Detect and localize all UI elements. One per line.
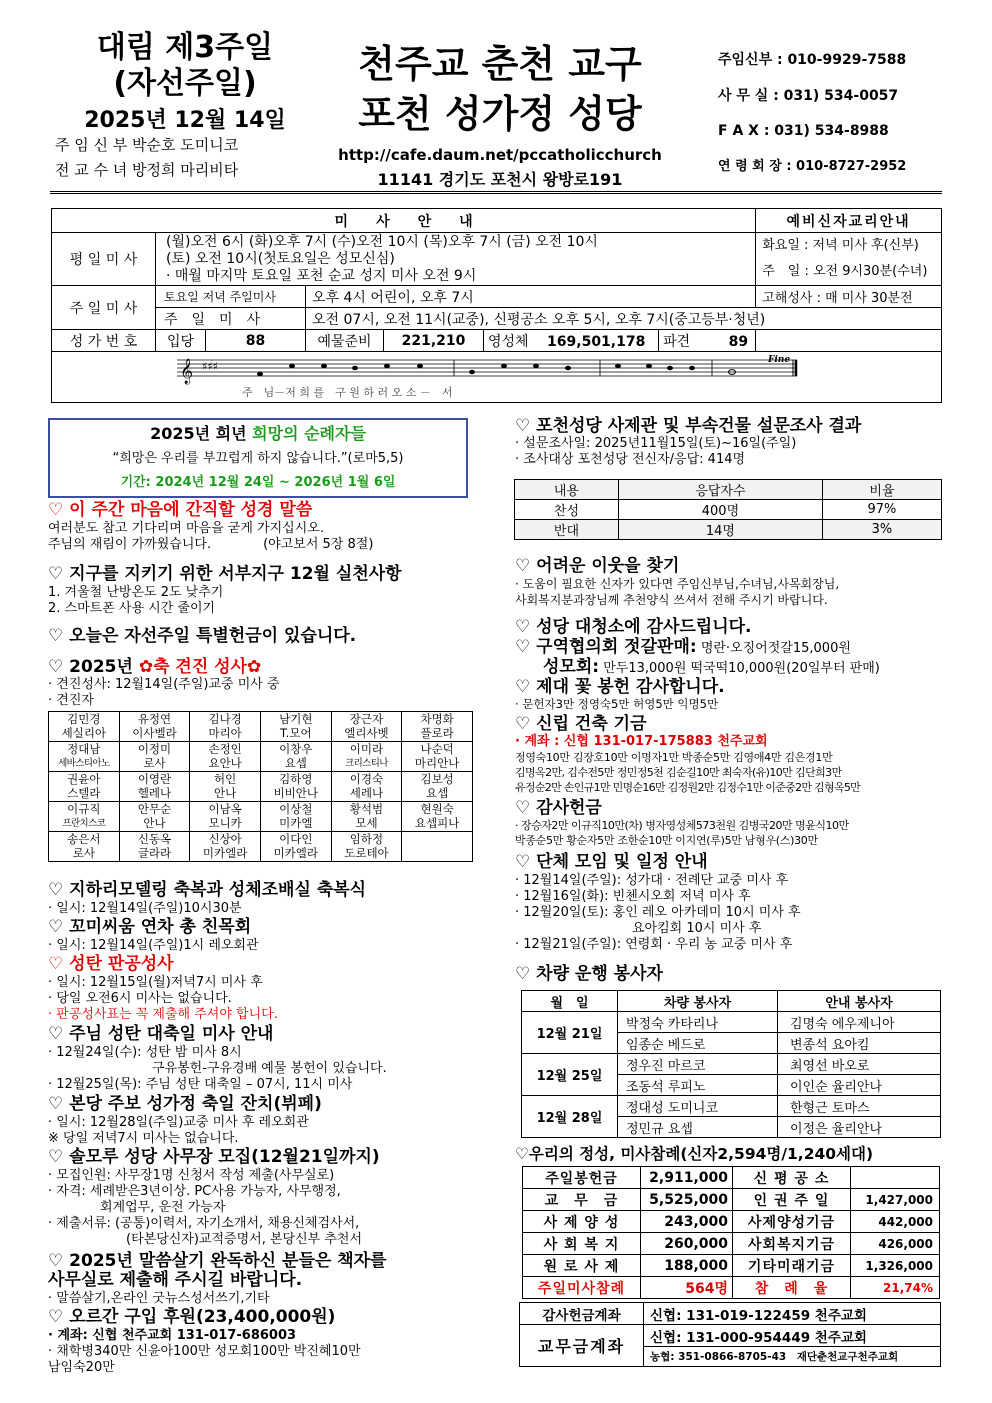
confirm-saint-name: 로사: [143, 755, 166, 770]
word-line-1: 여러분도 참고 기다리며 마음을 굳게 가지십시오.: [48, 521, 324, 536]
remodel-title: ♡ 지하리모델링 축복과 성체조배실 축복식: [48, 880, 367, 900]
confirm-name-cell: [49, 742, 120, 772]
confirm-name: 이상철: [279, 802, 313, 816]
confirm-line-1: · 견진성사: 12월14일(주일)교중 미사 중: [48, 677, 280, 692]
group-line-5: · 12월21일(주일): 연령회 · 우리 농 교중 미사 후: [515, 937, 793, 952]
confirm-name-cell: [331, 712, 402, 742]
sun-label: 주 일 미 사: [156, 308, 306, 330]
confirm-name-cell: [331, 772, 402, 802]
catechism-title: 예비신자교리안내: [756, 209, 942, 233]
recruit-line-3: 회계업무, 운전 가능자: [48, 1200, 226, 1215]
xmas-mass-line-1: · 12월24일(수): 성탄 밤 미사 8시: [48, 1045, 242, 1060]
bible-line-1: · 말씀살기,온라인 굿뉴스성서쓰기,기타: [48, 1291, 270, 1306]
recruit-line-1: · 모집인원: 사무장1명 신청서 작성 제출(사무실로): [48, 1168, 335, 1183]
word-line-2: 주님의 재림이 가까웠습니다. (야고보서 5장 8절): [48, 537, 374, 552]
confirm-name-cell: [402, 832, 473, 862]
hymn-score: [52, 352, 941, 402]
confirm-name-cell: [190, 742, 261, 772]
xmas-mass-line-2: 구유봉헌-구유경배 예물 봉헌이 있습니다.: [48, 1061, 387, 1076]
score-fine: Fine: [768, 355, 791, 365]
sale-title-rest: 명란·오징어젓갈15,000원: [696, 641, 851, 656]
organ-line-2: 남임숙20만: [48, 1360, 115, 1375]
recruit-title: ♡ 솔모루 성당 사무장 모집(12월21일까지): [48, 1147, 380, 1167]
acc-thanks-label: 감사헌금계좌: [520, 1303, 644, 1325]
confirm-saint-name: 요셉: [284, 755, 307, 770]
confirm-title-hl: ✿축 견진 성사✿: [138, 657, 262, 677]
earth-title: ♡ 지구를 지키기 위한 서부지구 12월 실천사항: [48, 564, 402, 584]
confirm-name-cell: [331, 802, 402, 832]
survey-agree-count: 400명: [618, 500, 822, 520]
kkomi-title: ♡ 꼬미씨움 연차 총 친목회: [48, 917, 252, 937]
confirm-name-cell: [190, 712, 261, 742]
confirm-saint-name: 이사벨라: [132, 725, 177, 740]
finance-table: [522, 1166, 940, 1299]
sale-title: [515, 637, 851, 659]
score-notes: [257, 364, 736, 376]
xmas-conf-red: · 판공성사표는 꼭 제출해 주셔야 합니다.: [48, 1007, 278, 1022]
confirm-saint-name: 크리스티나: [345, 757, 388, 769]
confirm-name: 나순덕: [420, 742, 454, 756]
finance-title: ♡우리의 정성, 미사참례(신자2,594명/1,240세대): [515, 1145, 874, 1163]
thanks-line-1: · 장승자2만 이규직10만(차) 병자영성체573천원 김병국20만 명윤식10만: [515, 819, 849, 832]
flower-line-1: · 문헌자3만 정영숙5만 허영5만 익명5만: [515, 697, 719, 711]
organ-line-1: · 채학병340만 신윤아100만 성모회100만 박진혜10만: [48, 1344, 361, 1359]
sun-value: 오전 07시, 오전 11시(교중), 신평공소 오후 5시, 오후 7시(중고등부·청년): [306, 308, 942, 330]
confirm-name: 이경숙: [349, 772, 384, 786]
hymn-label: 성 가 번 호: [52, 330, 156, 352]
vehicle-driver: 박정숙 카타리나: [618, 1012, 778, 1033]
xmas-conf-line-1: · 일시: 12월15일(월)저녁7시 미사 후: [48, 975, 263, 990]
confirm-name-cell: [119, 802, 190, 832]
confirm-saint-name: 스텔라: [67, 785, 101, 800]
jubilee-title: [50, 423, 466, 445]
vehicle-driver: 정민규 요셉: [618, 1117, 778, 1138]
vehicle-date: 12월 21일: [522, 1012, 618, 1054]
hymn-entrance-label: 입당: [156, 330, 206, 352]
finance-label: 주일봉헌금: [523, 1167, 641, 1189]
remodel-line-1: · 일시: 12월14일(주일)10시30분: [48, 901, 242, 916]
survey-h-ratio: 비율: [822, 480, 941, 500]
xmas-mass-title: ♡ 주님 성탄 대축일 미사 안내: [48, 1024, 274, 1044]
acc-due-value-1: 신협: 131-000-954449 천주교회: [644, 1325, 941, 1347]
clean-title: ♡ 성당 대청소에 감사드립니다.: [515, 617, 752, 637]
church-name-2: 포천 성가정 성당: [358, 92, 642, 136]
survey-table: [514, 479, 942, 540]
mass-title: 미 사 안 내: [52, 209, 756, 233]
word-title: ♡ 이 주간 마음에 간직할 성경 말씀: [48, 500, 313, 520]
confirm-saint-name: 도로테아: [344, 845, 389, 860]
confirm-saint-name: 안나: [143, 815, 166, 830]
confirm-saint-name: 마리안나: [414, 755, 460, 770]
earth-line-1: 1. 겨울철 난방온도 2도 낮추기: [48, 585, 224, 600]
vehicle-date: 12월 25일: [522, 1054, 618, 1096]
confirm-name: 권윤아: [67, 772, 101, 786]
finance-label-2: 사회복지기금: [733, 1233, 851, 1255]
organ-title: ♡ 오르간 구입 후원(23,400,000원): [48, 1307, 336, 1327]
mass-table: [51, 208, 942, 403]
church-name-1: 천주교 춘천 교구: [358, 42, 642, 86]
hymn-offertory-num: 221,210: [384, 330, 484, 352]
recruit-line-4: · 제출서류: (공통)이력서, 자기소개서, 채용신체검사서,: [48, 1216, 360, 1231]
contact-funeral: 연 령 회 장 : 010-8727-2952: [718, 159, 907, 174]
nun-name: 전 교 수 녀 방정희 마리비타: [55, 161, 239, 179]
hymn-communion: [484, 330, 659, 352]
confirm-name-cell: [260, 712, 331, 742]
finance-label-2: 인 권 주 일: [733, 1189, 851, 1211]
confirm-name-cell: [119, 742, 190, 772]
confirm-saint-name: 비비안나: [273, 785, 319, 800]
confession-info: 고해성사 : 매 미사 30분전: [756, 286, 942, 308]
group-title: ♡ 단체 모임 및 일정 안내: [515, 852, 708, 872]
confirm-name-cell: [260, 802, 331, 832]
acc-thanks-value: 신협: 131-019-122459 천주교회: [644, 1303, 941, 1325]
confirm-saint-name: 세레나: [349, 785, 384, 800]
weekday-line-3: · 매월 마지막 토요일 포천 순교 성지 미사 오전 9시: [166, 267, 477, 284]
confirm-saint-name: 마리아: [208, 725, 242, 740]
confirm-saint-name: 모니카: [208, 815, 242, 830]
feast-title: ♡ 본당 주보 성가정 축일 잔치(뷔페): [48, 1094, 322, 1114]
confirm-name: 남기현: [279, 712, 313, 726]
finance-amount: 243,000: [641, 1211, 733, 1233]
hymn-offertory-label: 예물준비: [306, 330, 384, 352]
finance-amount: 564명: [641, 1277, 733, 1299]
group-line-2: · 12월16일(화): 빈첸시오회 저녁 미사 후: [515, 889, 751, 904]
build-line-1: 정영숙10만 김장호10만 이명자1만 박종순5만 김영애4만 김은경1만: [515, 751, 833, 764]
week-subtitle: (자선주일): [113, 66, 257, 101]
finance-label: 주일미사참례: [523, 1277, 641, 1299]
recruit-line-5: (타본당신자)교적증명서, 본당신부 추천서: [48, 1232, 363, 1247]
survey-h-content: 내용: [515, 480, 619, 500]
finance-amount-2: 1,427,000: [851, 1189, 940, 1211]
vehicle-driver: 조동석 루피노: [618, 1075, 778, 1096]
finance-amount: 188,000: [641, 1255, 733, 1277]
confirm-name: 이다인: [279, 832, 313, 846]
confirm-saint-name: 요셉: [426, 785, 449, 800]
confirm-name-cell: [190, 802, 261, 832]
survey-h-count: 응답자수: [618, 480, 822, 500]
confirm-name: 임하정: [349, 832, 384, 846]
thanks-line-2: 박종순5만 황순자5만 조한순10만 이지연(루)5만 남형우(스)30만: [515, 834, 818, 847]
confirm-name: 이창우: [279, 742, 313, 756]
sat-eve-label: 토요일 저녁 주일미사: [156, 286, 306, 308]
confirm-name-cell: [119, 832, 190, 862]
survey-oppose: 반대: [515, 520, 619, 540]
confirm-saint-name: T.모어: [280, 725, 312, 740]
sale2-pre: 성모회:: [543, 657, 600, 677]
bulletin-date: 2025년 12월 14일: [84, 108, 286, 133]
confirm-name: 안무순: [137, 802, 172, 816]
confirm-name-cell: [260, 742, 331, 772]
confirm-saint-name: 안나: [214, 785, 237, 800]
catechism-tue: 화요일 : 저녁 미사 후(신부): [762, 238, 919, 253]
sale2-title: [543, 657, 880, 679]
build-line-3: 유정순2만 손인규1만 민명순16만 김정원2만 김정수1만 이준중2만 김형옥5만: [515, 781, 861, 794]
confirm-line-2: · 견진자: [48, 693, 94, 708]
weekday-line-1: (월)오전 6시 (화)오후 7시 (수)오전 10시 (목)오후 7시 (금) 오전 10시: [166, 233, 598, 250]
header-divider: [50, 191, 942, 194]
vehicle-h-date: 월 일: [522, 991, 618, 1012]
acc-due-label: 교무금계좌: [520, 1325, 644, 1367]
hymn-dismissal: [659, 330, 756, 352]
jubilee-box: [48, 418, 468, 498]
confirm-name: 현원숙: [420, 802, 454, 816]
xmas-conf-line-2: · 당일 오전6시 미사는 없습니다.: [48, 991, 232, 1006]
jubilee-title-pre: 2025년 희년: [150, 424, 253, 443]
confirm-name-cell: [49, 832, 120, 862]
confirm-name-cell: [402, 802, 473, 832]
vehicle-guide: 한형근 토마스: [778, 1096, 941, 1117]
vehicle-driver: 정우진 마르코: [618, 1054, 778, 1075]
confirm-saint-name: 플로라: [420, 725, 454, 740]
contact-fax: F A X : 031) 534-8988: [718, 123, 889, 139]
finance-label-2: 기타미래기금: [733, 1255, 851, 1277]
survey-oppose-count: 14명: [618, 520, 822, 540]
finance-label-2: 참 례 율: [733, 1277, 851, 1299]
survey-line-2: · 조사대상 포천성당 전신자/응답: 414명: [515, 452, 746, 467]
finance-label: 사 회 복 지: [523, 1233, 641, 1255]
confirm-saint-name: 미카엘라: [202, 845, 248, 860]
confirm-title-pre: ♡ 2025년: [48, 657, 139, 677]
finance-amount-2: [851, 1167, 940, 1189]
vehicle-date: 12월 28일: [522, 1096, 618, 1138]
confirm-name-cell: [190, 772, 261, 802]
score-lyrics: 주 님－저 희 를 구 원 하 러 오 소 － 서: [242, 386, 453, 399]
recruit-line-2: · 자격: 세례받은3년이상. PC사용 가능자, 사무행정,: [48, 1184, 341, 1199]
hymn-dismissal-num: 89: [728, 333, 749, 350]
finance-amount-2: 442,000: [851, 1211, 940, 1233]
hymn-entrance-num: 88: [206, 330, 306, 352]
weekday-label: 평 일 미 사: [52, 233, 156, 286]
treble-clef: 𝄞: [180, 359, 194, 384]
confirm-name-cell: [119, 712, 190, 742]
confirm-name: 김나경: [208, 712, 242, 726]
acc-due-value-2: 농협: 351-0866-8705-43 재단춘천교구천주교회: [644, 1347, 941, 1367]
catechism-sun: 주 일 : 오전 9시30분(수녀): [762, 264, 928, 279]
contact-pastor: 주임신부 : 010-9929-7588: [718, 52, 907, 68]
confirm-name: 송은서: [67, 832, 101, 846]
hymn-communion-label: 영성체: [488, 333, 529, 350]
finance-amount-2: 1,326,000: [851, 1255, 940, 1277]
confirm-saint-name: 미카엘: [279, 815, 313, 830]
confirm-name: 이남옥: [208, 802, 242, 816]
confirm-name: 김민경: [67, 712, 101, 726]
charity-title: ♡ 오늘은 자선주일 특별헌금이 있습니다.: [48, 626, 357, 646]
build-account: · 계좌 : 신협 131-017-175883 천주교회: [515, 734, 768, 749]
sale-title-pre: ♡ 구역협의회 젓갈판매:: [515, 637, 697, 657]
flower-title: ♡ 제대 꽃 봉헌 감사합니다.: [515, 677, 725, 697]
weekday-line-2: (토) 오전 10시(첫토요일은 성모신심): [166, 250, 395, 267]
jubilee-quote: “희망은 우리를 부끄럽게 하지 않습니다.”(로마5,5): [112, 451, 404, 466]
vehicle-table: [521, 990, 941, 1138]
vehicle-driver: 정대성 도미니코: [618, 1096, 778, 1117]
confirm-name: 김보성: [420, 772, 454, 786]
confirm-name: 장근자: [349, 712, 384, 726]
group-line-3: · 12월20일(토): 홍인 레오 아카데미 10시 미사 후: [515, 905, 801, 920]
confirm-name: 유정연: [137, 712, 172, 726]
finance-amount-2: 426,000: [851, 1233, 940, 1255]
confirm-name: 황석범: [349, 802, 384, 816]
kkomi-line-1: · 일시: 12월14일(주일)1시 레오회관: [48, 938, 259, 953]
svg-text:♯♯♯: ♯♯♯: [202, 360, 218, 373]
bible-title-1: ♡ 2025년 말씀살기 완독하신 분들은 책자를: [48, 1251, 387, 1271]
feast-line-1: · 일시: 12월28일(주일)교중 미사 후 레오회관: [48, 1115, 309, 1130]
vehicle-driver: 임종순 베드로: [618, 1033, 778, 1054]
confirm-saint-name: 세바스티아노: [58, 757, 110, 769]
survey-agree: 찬성: [515, 500, 619, 520]
confirm-name-cell: [331, 742, 402, 772]
confirm-saint-name: 요셉피나: [414, 815, 460, 830]
confirm-name-cell: [402, 742, 473, 772]
hymn-dismissal-label: 파견: [663, 333, 691, 350]
confirm-name: 신동옥: [137, 832, 172, 846]
hymn-communion-num: 169,501,178: [547, 333, 646, 350]
vehicle-h-drivers: 차량 봉사자: [618, 991, 778, 1012]
confirm-saint-name: 엘리사벳: [344, 725, 389, 740]
vehicle-guide: 변종석 요아킴: [778, 1033, 941, 1054]
needy-title: ♡ 어려운 이웃을 찾기: [515, 556, 680, 576]
confirm-saint-name: 세실리아: [61, 725, 107, 740]
confirm-name-cell: [260, 832, 331, 862]
thanks-title: ♡ 감사헌금: [515, 798, 602, 818]
confirm-name: 정대남: [67, 742, 101, 756]
confirm-saint-name: 프란치스코: [62, 817, 106, 829]
finance-amount: 5,525,000: [641, 1189, 733, 1211]
finance-label: 사 제 양 성: [523, 1211, 641, 1233]
vehicle-guide: 이정은 율리안나: [778, 1117, 941, 1138]
finance-amount-2: 21,74%: [851, 1277, 940, 1299]
finance-amount: 260,000: [641, 1233, 733, 1255]
confirm-name-cell: [49, 712, 120, 742]
confirm-saint-name: 미카엘라: [273, 845, 319, 860]
vehicle-guide: 최영선 바오로: [778, 1054, 941, 1075]
finance-label: 원 로 사 제: [523, 1255, 641, 1277]
build-title: ♡ 신립 건축 기금: [515, 714, 647, 734]
needy-line-1: · 도움이 필요한 신자가 있다면 주임신부님,수녀님,사목회장님,: [515, 577, 840, 591]
cafe-url[interactable]: http://cafe.daum.net/pccatholicchurch: [338, 146, 662, 164]
vehicle-guide: 김명숙 에우제니아: [778, 1012, 941, 1033]
confirm-name: 차명화: [420, 712, 454, 726]
confirm-name-cell: [402, 772, 473, 802]
sunday-label: 주 일 미 사: [52, 286, 156, 330]
confirm-title: [48, 657, 261, 677]
confirm-saint-name: 로사: [72, 845, 95, 860]
contact-office: 사 무 실 : 031) 534-0057: [718, 88, 899, 104]
confirm-saint-name: 글라라: [137, 845, 172, 860]
needy-line-2: 사회복지분과장님께 추천양식 쓰셔서 전해 주시기 바랍니다.: [515, 593, 828, 607]
confirm-name-cell: [402, 712, 473, 742]
survey-agree-ratio: 97%: [822, 500, 941, 520]
sat-eve-value: 오후 4시 어린이, 오후 7시: [306, 286, 756, 308]
group-line-4: 요아킴회 10시 미사 후: [515, 921, 762, 936]
survey-title: ♡ 포천성당 사제관 및 부속건물 설문조사 결과: [515, 416, 862, 436]
church-address: 11141 경기도 포천시 왕방로191: [377, 170, 623, 189]
confirm-names-table: [48, 711, 473, 862]
confirm-name: 김하영: [279, 772, 313, 786]
confirm-name-cell: [119, 772, 190, 802]
finance-label-2: 신 평 공 소: [733, 1167, 851, 1189]
confirm-saint-name: 헬레나: [137, 785, 172, 800]
group-line-1: · 12월14일(주일): 성가대 · 전례단 교중 미사 후: [515, 873, 789, 888]
survey-line-1: · 설문조사일: 2025년11월15일(토)~16일(주일): [515, 436, 797, 451]
sale2-rest: 만두13,000원 떡국떡10,000원(20일부터 판매): [599, 661, 880, 676]
confirm-name: 이정미: [137, 742, 172, 756]
build-line-2: 김명옥2만, 김수전5만 정민정5천 김순길10만 최숙자(유)10만 김단희3만: [515, 766, 842, 779]
confirm-saint-name: 모세: [355, 815, 378, 830]
confirm-name-cell: [260, 772, 331, 802]
finance-label-2: 사제양성기금: [733, 1211, 851, 1233]
vehicle-guide: 이인순 율리안나: [778, 1075, 941, 1096]
pastor-name: 주 임 신 부 박순호 도미니코: [55, 136, 239, 154]
organ-account: · 계좌: 신협 천주교회 131-017-686003: [48, 1328, 297, 1343]
xmas-conf-title: ♡ 성탄 판공성사: [48, 954, 174, 974]
bible-title-2: 사무실로 제출해 주시길 바랍니다.: [48, 1270, 303, 1290]
confirm-name: 이규직: [67, 802, 101, 816]
confirm-saint-name: 요안나: [208, 755, 242, 770]
jubilee-title-hl: 희망의 순례자들: [252, 424, 366, 443]
confirm-name: 손정인: [208, 742, 242, 756]
finance-label: 교 무 금: [523, 1189, 641, 1211]
finance-amount: 2,911,000: [641, 1167, 733, 1189]
xmas-mass-line-3: · 12월25일(목): 주님 성탄 대축일 – 07시, 11시 미사: [48, 1077, 353, 1092]
confirm-name: 허인: [214, 772, 237, 786]
earth-line-2: 2. 스마트폰 사용 시간 줄이기: [48, 601, 216, 616]
week-title: 대림 제3주일: [96, 30, 274, 65]
confirm-name: 이미라: [349, 742, 384, 756]
vehicle-h-guides: 안내 봉사자: [778, 991, 941, 1012]
account-table: [519, 1302, 941, 1367]
confirm-name-cell: [49, 772, 120, 802]
confirm-name: 신상아: [208, 832, 242, 846]
confirm-name-cell: [331, 832, 402, 862]
survey-oppose-ratio: 3%: [822, 520, 941, 540]
jubilee-period: 기간: 2024년 12월 24일 ~ 2026년 1월 6일: [120, 475, 396, 490]
confirm-name-cell: [49, 802, 120, 832]
confirm-name-cell: [190, 832, 261, 862]
feast-line-2: ※ 당일 저녁7시 미사는 없습니다.: [48, 1131, 239, 1146]
vehicle-title: ♡ 차량 운행 봉사자: [515, 964, 663, 984]
confirm-name: 이영란: [137, 772, 172, 786]
